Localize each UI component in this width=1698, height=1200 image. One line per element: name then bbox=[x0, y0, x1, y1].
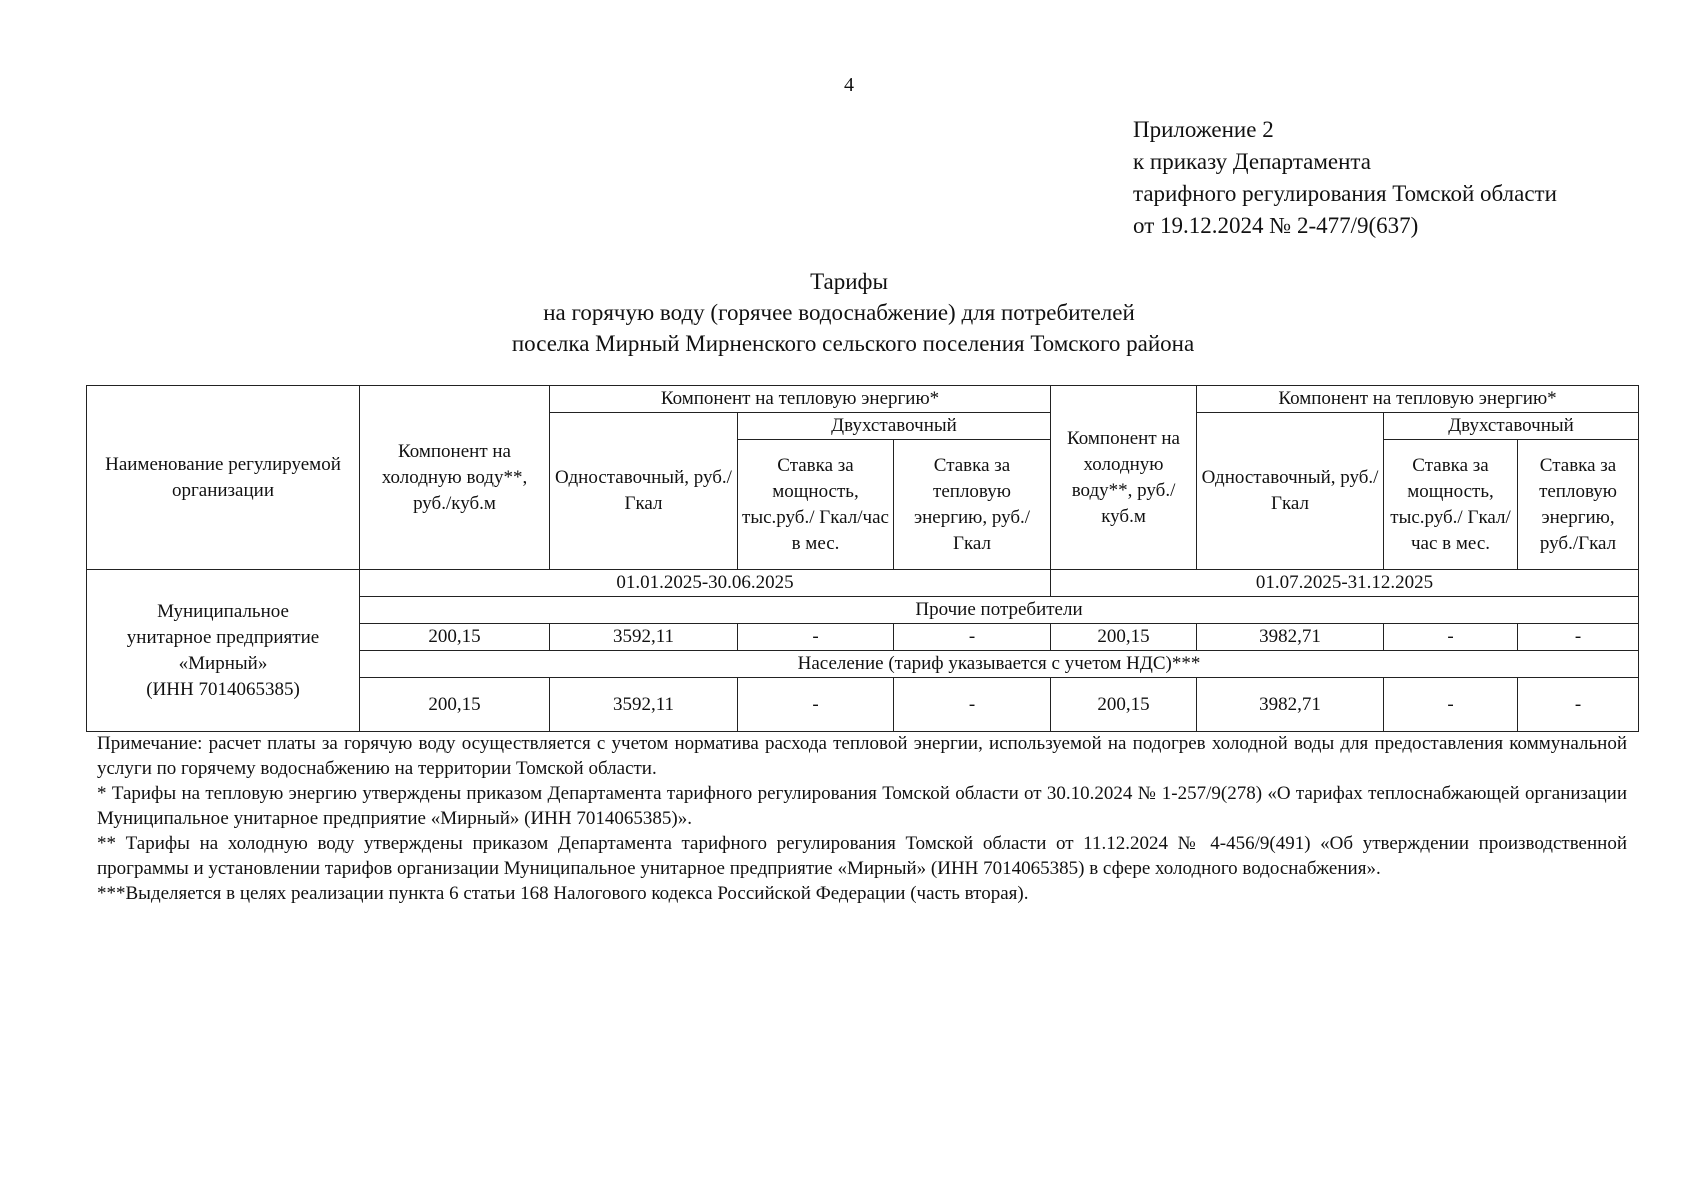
table-cell: - bbox=[894, 678, 1051, 732]
header-cold-water-1: Компонент на холодную воду**, руб./куб.м bbox=[360, 386, 550, 570]
table-cell: 200,15 bbox=[1051, 624, 1197, 651]
header-two-rate-2: Двухставочный bbox=[1384, 413, 1639, 440]
header-energy-rate-1: Ставка за тепловую энергию, руб./Гкал bbox=[894, 440, 1051, 570]
appendix-block bbox=[1133, 114, 1557, 242]
organization-line-4: (ИНН 7014065385) bbox=[146, 678, 300, 700]
note-cold-water-tariff: ** Тарифы на холодную воду утверждены приказом Департамента тарифного регулирования Томской области от 11.12.2024 № 4-456/9(491) «Об утверждении производственной программы и установлении тарифов организации Муниципальное унитарное предприятие «Мирный» (ИНН 7014065385) в сфере холодного водоснабжения». bbox=[97, 833, 1627, 879]
table-cell: - bbox=[1384, 624, 1518, 651]
organization-line-1: Муниципальное bbox=[157, 600, 289, 622]
table-cell: 200,15 bbox=[360, 624, 550, 651]
table-cell: 200,15 bbox=[1051, 678, 1197, 732]
header-capacity-rate-2: Ставка за мощность, тыс.руб./ Гкал/час в мес. bbox=[1384, 440, 1518, 570]
header-cold-water-2: Компонент на холодную воду**, руб./куб.м bbox=[1051, 386, 1197, 570]
table-cell: - bbox=[738, 678, 894, 732]
table-cell: - bbox=[894, 624, 1051, 651]
appendix-line-2: к приказу Департамента bbox=[1133, 149, 1371, 174]
title-line-3: поселка Мирный Мирненского сельского поселения Томского района bbox=[511, 331, 1195, 356]
table-cell: 3982,71 bbox=[1197, 678, 1384, 732]
header-two-rate-1: Двухставочный bbox=[738, 413, 1051, 440]
header-org-name: Наименование регулируемой организации bbox=[87, 386, 360, 570]
table-cell: - bbox=[1518, 678, 1639, 732]
header-single-rate-1: Одноставочный, руб./Гкал bbox=[550, 413, 738, 570]
table-cell: - bbox=[1518, 624, 1639, 651]
header-capacity-rate-1: Ставка за мощность, тыс.руб./ Гкал/час в мес. bbox=[738, 440, 894, 570]
organization-cell bbox=[87, 570, 360, 732]
table-cell: 3982,71 bbox=[1197, 624, 1384, 651]
header-heat-component-1: Компонент на тепловую энергию* bbox=[550, 386, 1051, 413]
notes-block bbox=[97, 731, 1627, 906]
group-other-consumers: Прочие потребители bbox=[360, 597, 1639, 624]
table-cell: 200,15 bbox=[360, 678, 550, 732]
organization-line-3: «Мирный» bbox=[178, 652, 268, 674]
appendix-line-4: от 19.12.2024 № 2-477/9(637) bbox=[1133, 213, 1419, 238]
note-heat-tariff: * Тарифы на тепловую энергию утверждены приказом Департамента тарифного регулирования Томской области от 30.10.2024 № 1-257/9(278) «О тарифах теплоснабжающей организации Муниципальное унитарное предприятие «Мирный» (ИНН 7014065385)». bbox=[97, 783, 1627, 829]
table-cell: - bbox=[738, 624, 894, 651]
document-title bbox=[0, 266, 1698, 359]
period-2: 01.07.2025-31.12.2025 bbox=[1051, 570, 1639, 597]
page-number: 4 bbox=[844, 74, 854, 96]
note-general: Примечание: расчет платы за горячую воду осуществляется с учетом норматива расхода тепловой энергии, используемой на подогрев холодной воды для предоставления коммунальной услуги по горячему водоснабжению на территории Томской области. bbox=[97, 733, 1627, 779]
header-single-rate-2: Одноставочный, руб./Гкал bbox=[1197, 413, 1384, 570]
table-cell: 3592,11 bbox=[550, 624, 738, 651]
period-1: 01.01.2025-30.06.2025 bbox=[360, 570, 1051, 597]
header-heat-component-2: Компонент на тепловую энергию* bbox=[1197, 386, 1639, 413]
table-cell: 3592,11 bbox=[550, 678, 738, 732]
group-population: Население (тариф указывается с учетом НДС)*** bbox=[360, 651, 1639, 678]
appendix-line-3: тарифного регулирования Томской области bbox=[1133, 181, 1557, 206]
note-vat: ***Выделяется в целях реализации пункта 6 статьи 168 Налогового кодекса Российской Федерации (часть вторая). bbox=[97, 883, 1029, 904]
organization-line-2: унитарное предприятие bbox=[126, 626, 320, 648]
title-line-2: на горячую воду (горячее водоснабжение) для потребителей bbox=[543, 300, 1135, 325]
tariff-table bbox=[86, 385, 1639, 732]
title-line-1: Тарифы bbox=[810, 269, 888, 294]
appendix-line-1: Приложение 2 bbox=[1133, 117, 1274, 142]
header-energy-rate-2: Ставка за тепловую энергию, руб./Гкал bbox=[1518, 440, 1639, 570]
table-cell: - bbox=[1384, 678, 1518, 732]
